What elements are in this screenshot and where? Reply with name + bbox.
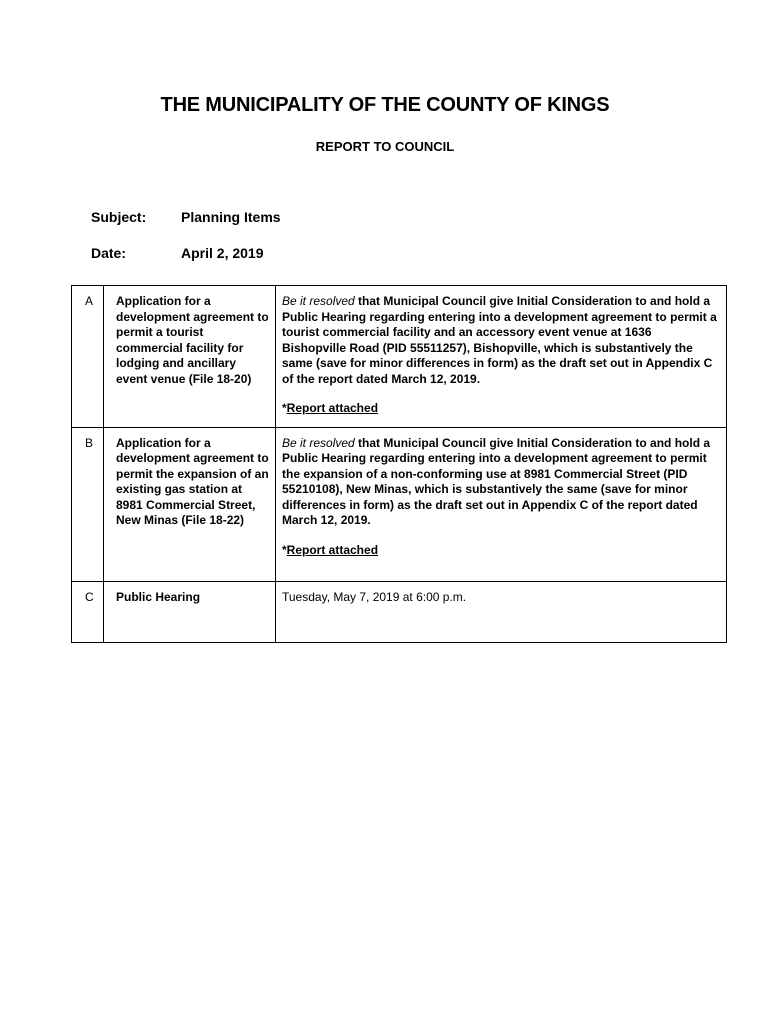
planning-items-table [71, 285, 727, 643]
resolution-intro: Be it resolved [282, 435, 355, 450]
report-attached-link[interactable]: Report attached [286, 401, 379, 415]
item-resolution [276, 427, 727, 581]
resolution-body: that Municipal Council give Initial Consideration to and hold a Public Hearing regarding entering into a development agreement to permit the expansion of a non-conforming use at 8981 Commercial Street (PID 55210108), New Minas, which is substantively the same (save for minor differences in form) as the draft set out in Appendix C of the report dated March 12, 2019. [282, 435, 711, 527]
date-label: Date: [91, 245, 127, 261]
page-subtitle: REPORT TO COUNCIL [315, 139, 455, 154]
item-letter: C [72, 581, 104, 642]
table-row [72, 286, 727, 428]
item-resolution [276, 286, 727, 428]
subject-value: Planning Items [181, 209, 281, 225]
subject-label: Subject: [91, 209, 147, 225]
item-resolution: Tuesday, May 7, 2019 at 6:00 p.m. [276, 581, 727, 642]
resolution-body: that Municipal Council give Initial Consideration to and hold a Public Hearing regarding entering into a development agreement to permit a tourist commercial facility and an accessory event venue at 1636 Bishopville Road (PID 55511257), Bishopville, which is substantively the same (save for minor differences in form) as the draft set out in Appendix C of the report dated March 12, 2019. [282, 294, 717, 386]
attachment-star: * [282, 401, 287, 415]
table-row [72, 427, 727, 581]
report-attached-link[interactable]: Report attached [286, 542, 379, 557]
date-value: April 2, 2019 [181, 245, 264, 261]
item-description: Application for a development agreement to permit the expansion of an existing gas station at 8981 Commercial Street, New Minas (File 18-22) [104, 427, 276, 581]
attachment-star: * [282, 542, 287, 557]
item-description: Public Hearing [104, 581, 276, 642]
attachment-note [282, 543, 718, 559]
attachment-note [282, 401, 718, 417]
item-letter: B [72, 427, 104, 581]
resolution-intro: Be it resolved [282, 294, 355, 308]
table-row [72, 581, 727, 642]
page-title: THE MUNICIPALITY OF THE COUNTY OF KINGS [160, 94, 610, 116]
item-letter: A [72, 286, 104, 428]
item-description: Application for a development agreement to permit a tourist commercial facility for lodging and ancillary event venue (File 18-20) [104, 286, 276, 428]
